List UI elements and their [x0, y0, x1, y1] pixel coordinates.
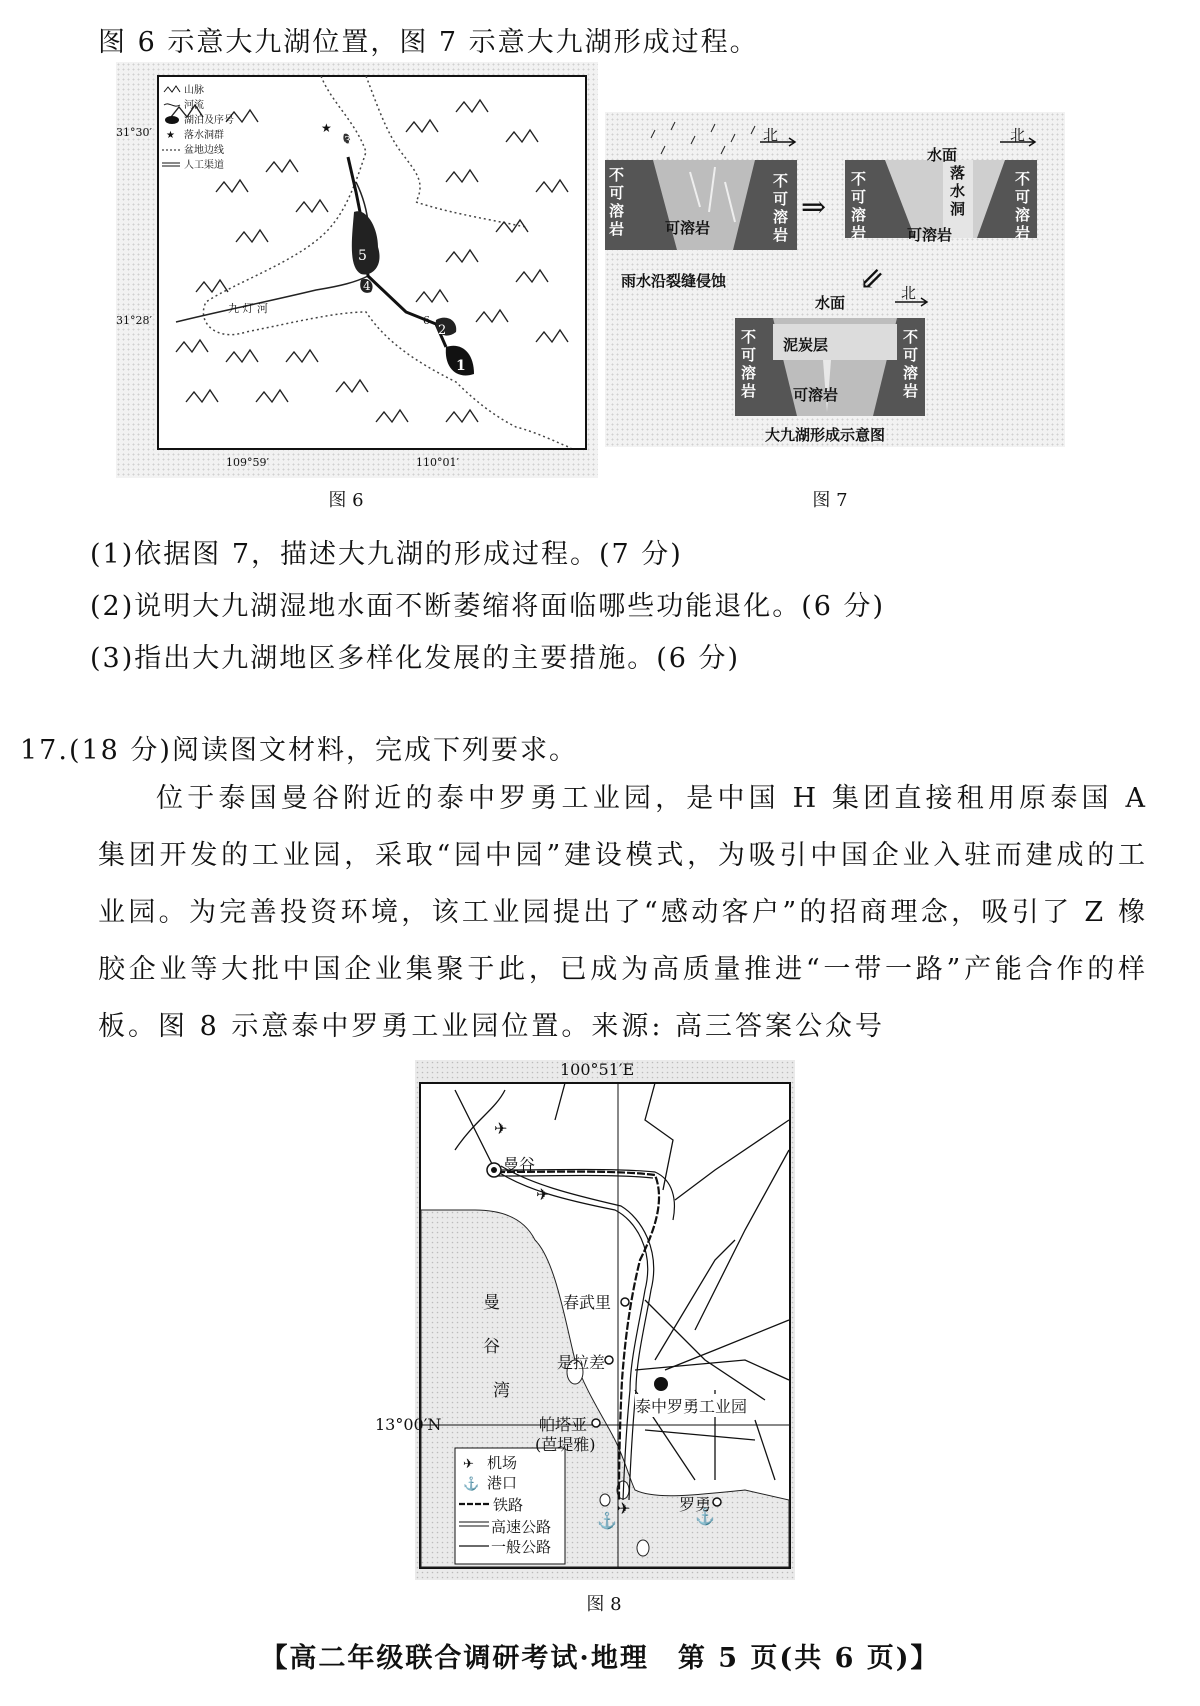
stage1-insoluble-left: 不可溶岩: [609, 166, 625, 238]
stage3-insoluble-right: 不可溶岩: [903, 328, 919, 400]
question-17-paragraph: 位于泰国曼谷附近的泰中罗勇工业园，是中国 H 集团直接租用原泰国 A 集团开发的工业园，采取“园中园”建设模式，为吸引中国企业入驻而建成的工业园。为完善投资环境，该工业园提出了“感动客户”的招商理念，吸引了 Z 橡胶企业等大批中国企业集聚于此，已成为高质量推进“一带一路”产能合作的样板。图 8 示意泰中罗勇工业园位置。来源: 高三答案公众号: [98, 783, 1148, 1042]
place-sriracha: 是拉差: [557, 1353, 606, 1372]
figure-8-caption: 图 8: [586, 1594, 622, 1615]
stage1-north-label: 北: [763, 126, 779, 144]
lake-number-4: 4: [363, 279, 371, 293]
question-2: (2)说明大九湖湿地水面不断萎缩将面临哪些功能退化。(6 分): [90, 591, 886, 622]
legend-basin: 盆地边线: [184, 145, 224, 156]
figure-6: [116, 62, 598, 478]
legend-railway: 铁路: [493, 1496, 524, 1514]
bay-label-1: 曼: [483, 1293, 500, 1313]
place-pattaya-alt: (芭堤雅): [535, 1435, 596, 1454]
airport-icon: ✈: [494, 1119, 508, 1138]
stage1-caption: 雨水沿裂缝侵蚀: [621, 272, 727, 290]
lake-number-2: 2: [438, 323, 447, 338]
legend-road: 一般公路: [491, 1538, 552, 1556]
legend-airport: 机场: [487, 1454, 518, 1472]
page-footer: 【高二年级联合调研考试·地理 第 5 页(共 6 页)】: [260, 1643, 940, 1674]
lake-number-5: 5: [358, 248, 367, 264]
stage3-soluble-label: 可溶岩: [793, 386, 839, 404]
lake-number-6: 6: [423, 314, 430, 327]
figure-7: [605, 112, 1065, 447]
lon-label-2: 110°01′: [416, 456, 459, 469]
lat-label: 13°00′N: [375, 1415, 442, 1434]
arrow-down-icon: ⇙: [859, 262, 885, 297]
question-17-header: 17.(18 分)阅读图文材料，完成下列要求。: [20, 735, 578, 766]
stage2-soluble-label: 可溶岩: [907, 226, 953, 244]
lake-number-3: 3: [344, 134, 351, 147]
airport-icon: ✈: [617, 1499, 631, 1518]
legend-channel: 人工渠道: [184, 160, 224, 171]
arrow-right-icon: ⇒: [801, 190, 827, 225]
figure-7-caption: 图 7: [812, 490, 848, 511]
stage2-north-label: 北: [1010, 126, 1026, 144]
stage3-north-label: 北: [901, 284, 917, 302]
figure-6-caption: 图 6: [328, 490, 364, 511]
place-rayong: 罗勇: [679, 1495, 712, 1514]
lat-label-2: 31°28′: [116, 314, 152, 327]
place-industrial-park: 泰中罗勇工业园: [635, 1394, 747, 1417]
legend-expressway: 高速公路: [491, 1518, 552, 1536]
sinkhole-star-icon: ★: [321, 121, 332, 135]
port-anchor-icon: ⚓: [597, 1511, 617, 1530]
figure-8: [375, 1060, 795, 1580]
question-3: (3)指出大九湖地区多样化发展的主要措施。(6 分): [90, 643, 741, 674]
stage2-water-label: 水面: [927, 146, 958, 164]
stage2-sinkhole-label: 落水洞: [950, 164, 966, 218]
river-label: 九 灯 河: [228, 302, 268, 315]
figure-6-map: [116, 62, 598, 478]
port-anchor-icon: ⚓: [695, 1507, 715, 1526]
legend-star-icon: ★: [166, 130, 175, 141]
lon-label: 100°51′E: [560, 1060, 635, 1079]
legend-sinkhole: 落水洞群: [184, 130, 224, 141]
figure-7-title: 大九湖形成示意图: [765, 426, 886, 444]
stage3-insoluble-left: 不可溶岩: [741, 328, 757, 400]
stage3-water-label: 水面: [815, 294, 846, 312]
stage3-peat-label: 泥炭层: [783, 336, 829, 354]
place-bangkok: 曼谷: [503, 1155, 536, 1174]
legend-airport-icon: ✈: [463, 1457, 474, 1472]
stage2-insoluble-right: 不可溶岩: [1015, 170, 1031, 242]
stage1-soluble-label: 可溶岩: [665, 219, 711, 237]
legend-port: 港口: [487, 1474, 518, 1492]
lon-label-1: 109°59′: [226, 456, 269, 469]
figure-8-map: [415, 1060, 795, 1580]
lake-number-1: 1: [456, 358, 466, 374]
lat-label-1: 31°30′: [116, 126, 152, 139]
bay-label-3: 湾: [493, 1381, 510, 1401]
stage2-insoluble-left: 不可溶岩: [851, 170, 867, 242]
legend-river: 河流: [184, 100, 204, 111]
legend-mountain: 山脉: [184, 85, 204, 96]
legend-lake: 湖泊及序号: [184, 115, 234, 126]
question-1: (1)依据图 7，描述大九湖的形成过程。(7 分): [90, 539, 683, 570]
stage1-insoluble-right: 不可溶岩: [773, 172, 789, 244]
airport-icon: ✈: [536, 1185, 550, 1204]
place-pattaya: 帕塔亚: [539, 1415, 588, 1434]
place-chonburi: 春武里: [563, 1293, 612, 1312]
bay-label-2: 谷: [483, 1337, 500, 1357]
legend-port-icon: ⚓: [463, 1477, 480, 1492]
figure-intro: 图 6 示意大九湖位置，图 7 示意大九湖形成过程。: [98, 27, 759, 58]
